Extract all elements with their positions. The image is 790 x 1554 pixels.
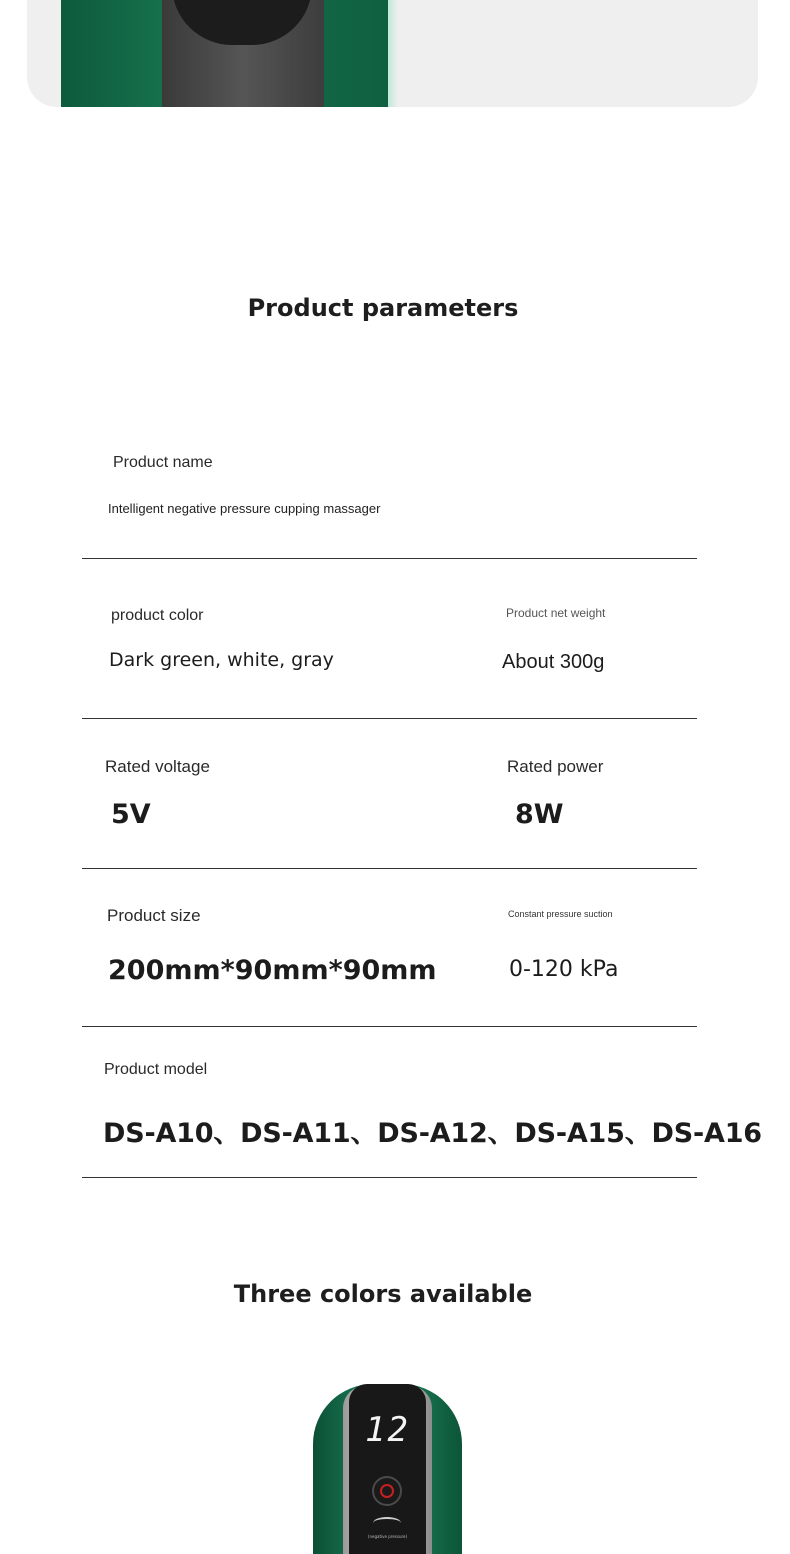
- param-row-voltage-power: [82, 719, 697, 869]
- product-size-value: 200mm*90mm*90mm: [108, 955, 437, 986]
- product-color-label: product color: [111, 607, 204, 624]
- product-model-value: DS-A10、DS-A11、DS-A12、DS-A15、DS-A16: [103, 1118, 762, 1149]
- three-colors-title: Three colors available: [233, 1280, 533, 1308]
- product-name-label: Product name: [113, 454, 213, 471]
- suction-label: Constant pressure suction: [508, 909, 613, 919]
- parameter-table: [82, 440, 762, 1180]
- rated-voltage-value: 5V: [111, 799, 151, 830]
- param-row-color-weight: [82, 559, 697, 719]
- device-digit-display: 12: [365, 1410, 410, 1450]
- power-button-icon: [372, 1476, 402, 1506]
- device-image-green: [313, 1384, 462, 1554]
- param-row-size-suction: [82, 869, 697, 1027]
- rated-power-label: Rated power: [507, 757, 604, 776]
- product-name-value: Intelligent negative pressure cupping massager: [108, 501, 381, 516]
- net-weight-label: Product net weight: [506, 606, 606, 620]
- param-row-product-name: [82, 440, 697, 559]
- rated-voltage-label: Rated voltage: [105, 757, 210, 776]
- power-symbol-icon: [380, 1484, 394, 1498]
- param-row-model: [82, 1027, 762, 1178]
- device-screen-inner: [172, 0, 312, 45]
- device-screen-panel: [162, 0, 324, 107]
- suction-value: 0-120 kPa: [509, 957, 619, 982]
- device-mini-label: (negative pressure): [367, 1534, 408, 1539]
- product-parameters-title: Product parameters: [247, 294, 519, 322]
- net-weight-value: About 300g: [502, 651, 605, 673]
- device-control-panel: [349, 1384, 426, 1554]
- top-product-image: [27, 0, 758, 107]
- product-color-value: Dark green, white, gray: [109, 649, 334, 671]
- product-size-label: Product size: [107, 906, 201, 925]
- device-highlight-edge: [388, 0, 398, 107]
- pressure-arc-icon: [373, 1517, 401, 1529]
- rated-power-value: 8W: [515, 799, 564, 830]
- product-model-label: Product model: [104, 1061, 208, 1078]
